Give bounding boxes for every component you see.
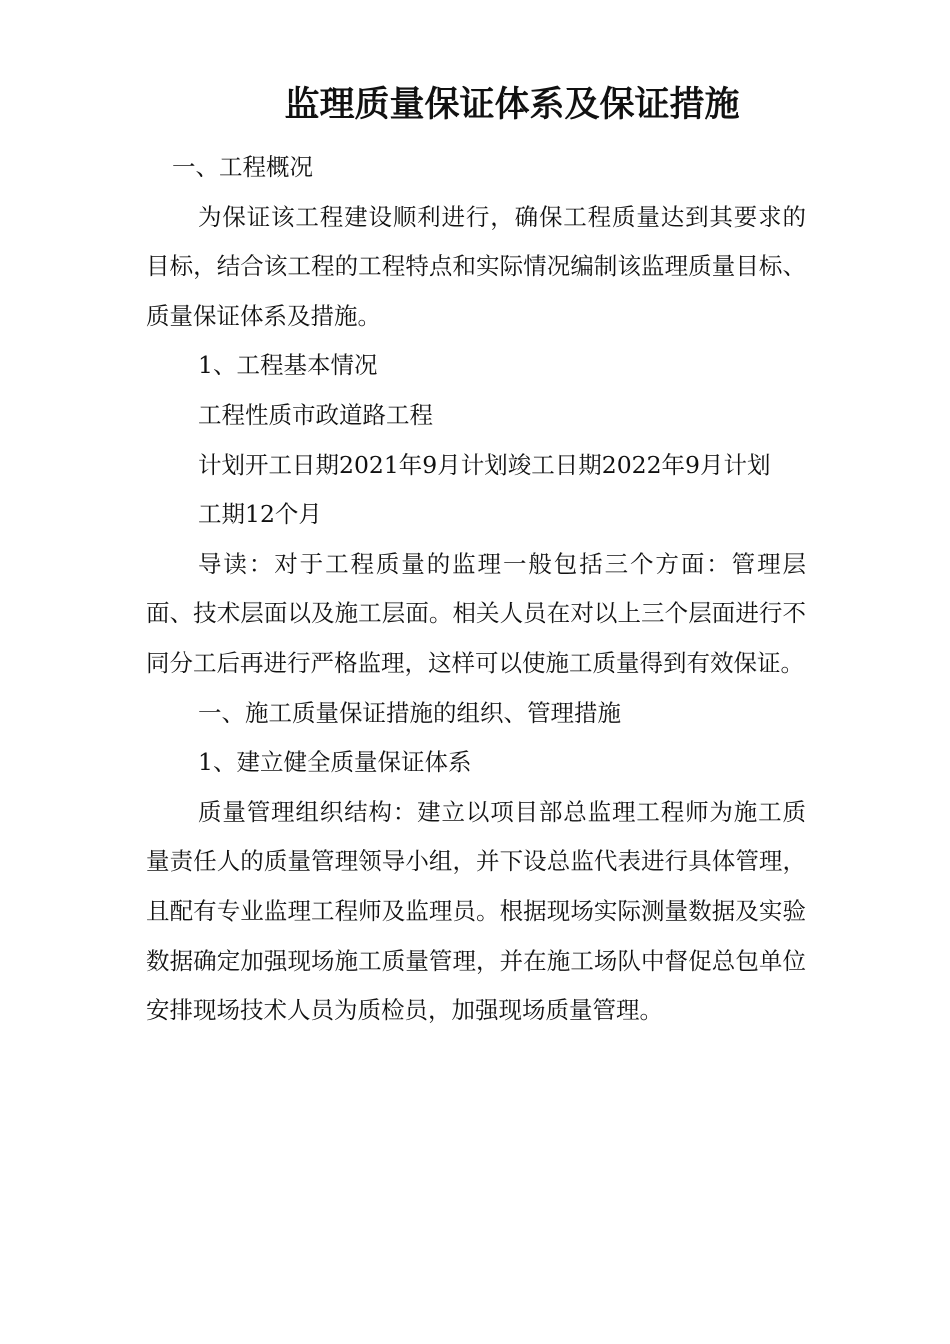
paragraph: 为保证该工程建设顺利进行，确保工程质量达到其要求的目标，结合该工程的工程特点和实际情况编制该监理质量目标、质量保证体系及措施。 — [146, 202, 806, 330]
document-body — [146, 143, 806, 1036]
document-title: 监理质量保证体系及保证措施 — [284, 84, 740, 125]
paragraph: 质量管理组织结构：建立以项目部总监理工程师为施工质量责任人的质量管理领导小组，并下设总监代表进行具体管理，且配有专业监理工程师及监理员。根据现场实际测量数据及实验数据确定加强现场施工质量管理，并在施工场队中督促总包单位安排现场技术人员为质检员，加强现场质量管理。 — [146, 797, 806, 1025]
section-heading: 一、工程概况 — [172, 153, 313, 181]
paragraph: 导读：对于工程质量的监理一般包括三个方面：管理层面、技术层面以及施工层面。相关人员在对以上三个层面进行不同分工后再进行严格监理，这样可以使施工质量得到有效保证。 — [146, 549, 806, 677]
subsection-heading: 1、工程基本情况 — [198, 351, 378, 380]
section-heading: 一、施工质量保证措施的组织、管理措施 — [198, 698, 621, 727]
paragraph: 工程性质市政道路工程 — [198, 400, 433, 429]
paragraph: 计划开工日期2021年9月计划竣工日期2022年9月计划 — [198, 450, 771, 479]
subsection-heading: 1、建立健全质量保证体系 — [198, 748, 472, 777]
paragraph: 工期12个月 — [198, 500, 322, 529]
